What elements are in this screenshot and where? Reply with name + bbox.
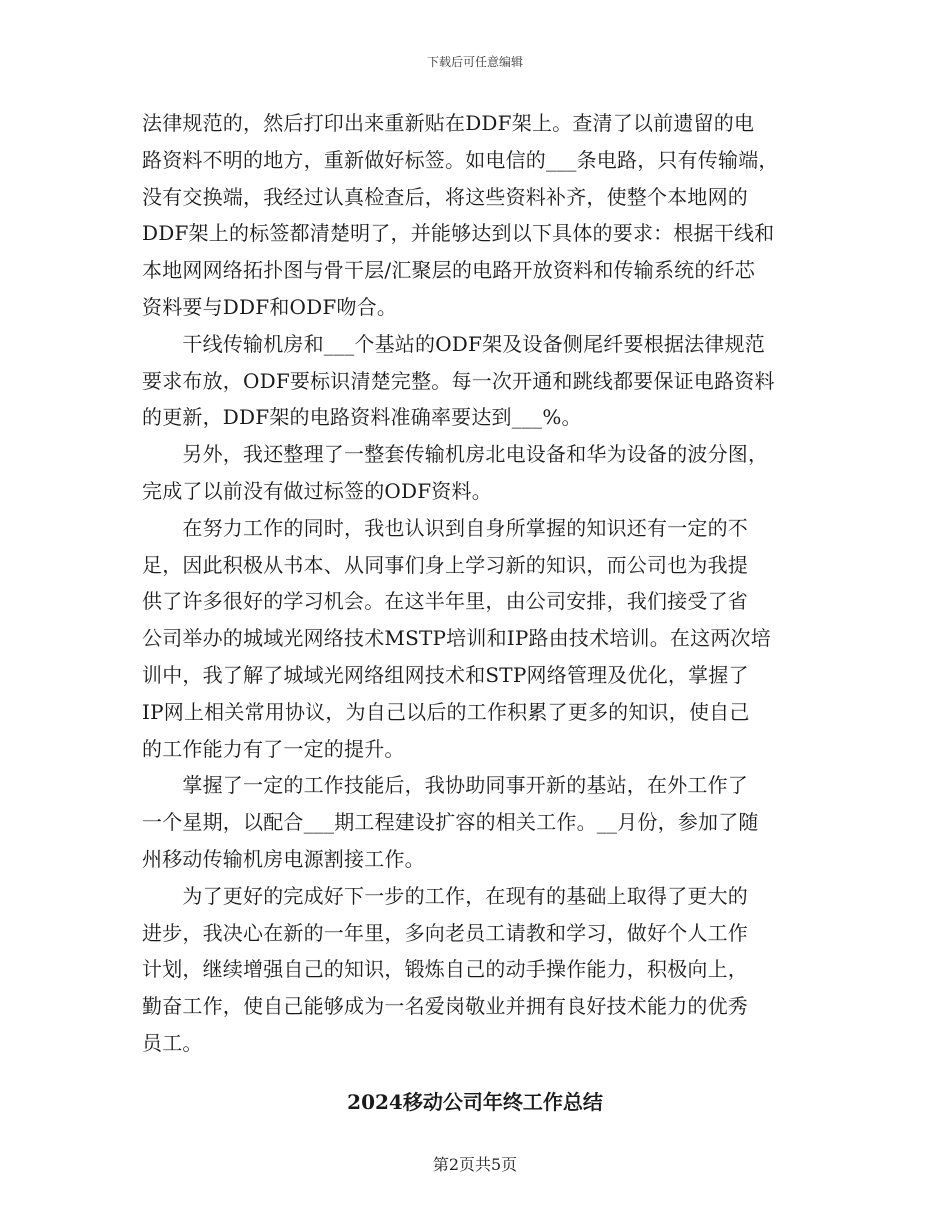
text-line: 足，因此积极从书本、从同事们身上学习新的知识，而公司也为我提 [142, 552, 748, 577]
text-line: 要求布放，ODF要标识清楚完整。每一次开通和跳线都要保证电路资料 [142, 368, 775, 393]
text-line: 完成了以前没有做过标签的ODF资料。 [142, 478, 492, 503]
text-line: 本地网网络拓扑图与骨干层/汇聚层的电路开放资料和传输系统的纤芯 [142, 258, 755, 283]
text-line: DDF架上的标签都清楚明了，并能够达到以下具体的要求：根据干线和 [142, 221, 775, 246]
text-line: 掌握了一定的工作技能后，我协助同事开新的基站，在外工作了 [142, 773, 748, 798]
text-line: 员工。 [142, 1030, 203, 1055]
page-number: 第2页共5页 [432, 1155, 518, 1174]
text-line: 训中，我了解了城域光网络组网技术和STP网络管理及优化，掌握了 [142, 662, 749, 687]
text-line: 路资料不明的地方，重新做好标签。如电信的___条电路，只有传输端， [142, 147, 779, 172]
text-line: 的更新，DDF架的电路资料准确率要达到___%。 [142, 405, 582, 430]
text-line: 州移动传输机房电源割接工作。 [142, 846, 425, 871]
text-line: 为了更好的完成好下一步的工作，在现有的基础上取得了更大的 [142, 883, 748, 908]
page-header: 下载后可任意编辑 [426, 55, 523, 69]
text-line: 没有交换端，我经过认真检查后，将这些资料补齐，使整个本地网的 [142, 184, 748, 209]
text-line: 另外，我还整理了一整套传输机房北电设备和华为设备的波分图， [142, 442, 769, 467]
text-line: 供了许多很好的学习机会。在这半年里，由公司安排，我们接受了省 [142, 589, 748, 614]
text-line: IP网上相关常用协议，为自己以后的工作积累了更多的知识，使自己 [142, 699, 750, 724]
text-line: 资料要与DDF和ODF吻合。 [142, 294, 398, 319]
text-line: 的工作能力有了一定的提升。 [142, 736, 405, 761]
text-line: 一个星期，以配合___期工程建设扩容的相关工作。__月份，参加了随 [142, 810, 759, 835]
document-body [142, 105, 812, 1062]
document-title: 2024移动公司年终工作总结 [347, 1090, 603, 1114]
text-line: 在努力工作的同时，我也认识到自身所掌握的知识还有一定的不 [142, 515, 748, 540]
text-line: 干线传输机房和___个基站的ODF架及设备侧尾纤要根据法律规范 [142, 331, 765, 356]
text-line: 勤奋工作，使自己能够成为一名爱岗敬业并拥有良好技术能力的优秀 [142, 994, 748, 1019]
text-line: 计划，继续增强自己的知识，锻炼自己的动手操作能力，积极向上， [142, 957, 748, 982]
text-line: 进步，我决心在新的一年里，多向老员工请教和学习，做好个人工作 [142, 920, 748, 945]
text-line: 法律规范的，然后打印出来重新贴在DDF架上。查清了以前遗留的电 [142, 111, 755, 135]
text-line: 公司举办的城域光网络技术MSTP培训和IP路由技术培训。在这两次培 [142, 626, 771, 651]
